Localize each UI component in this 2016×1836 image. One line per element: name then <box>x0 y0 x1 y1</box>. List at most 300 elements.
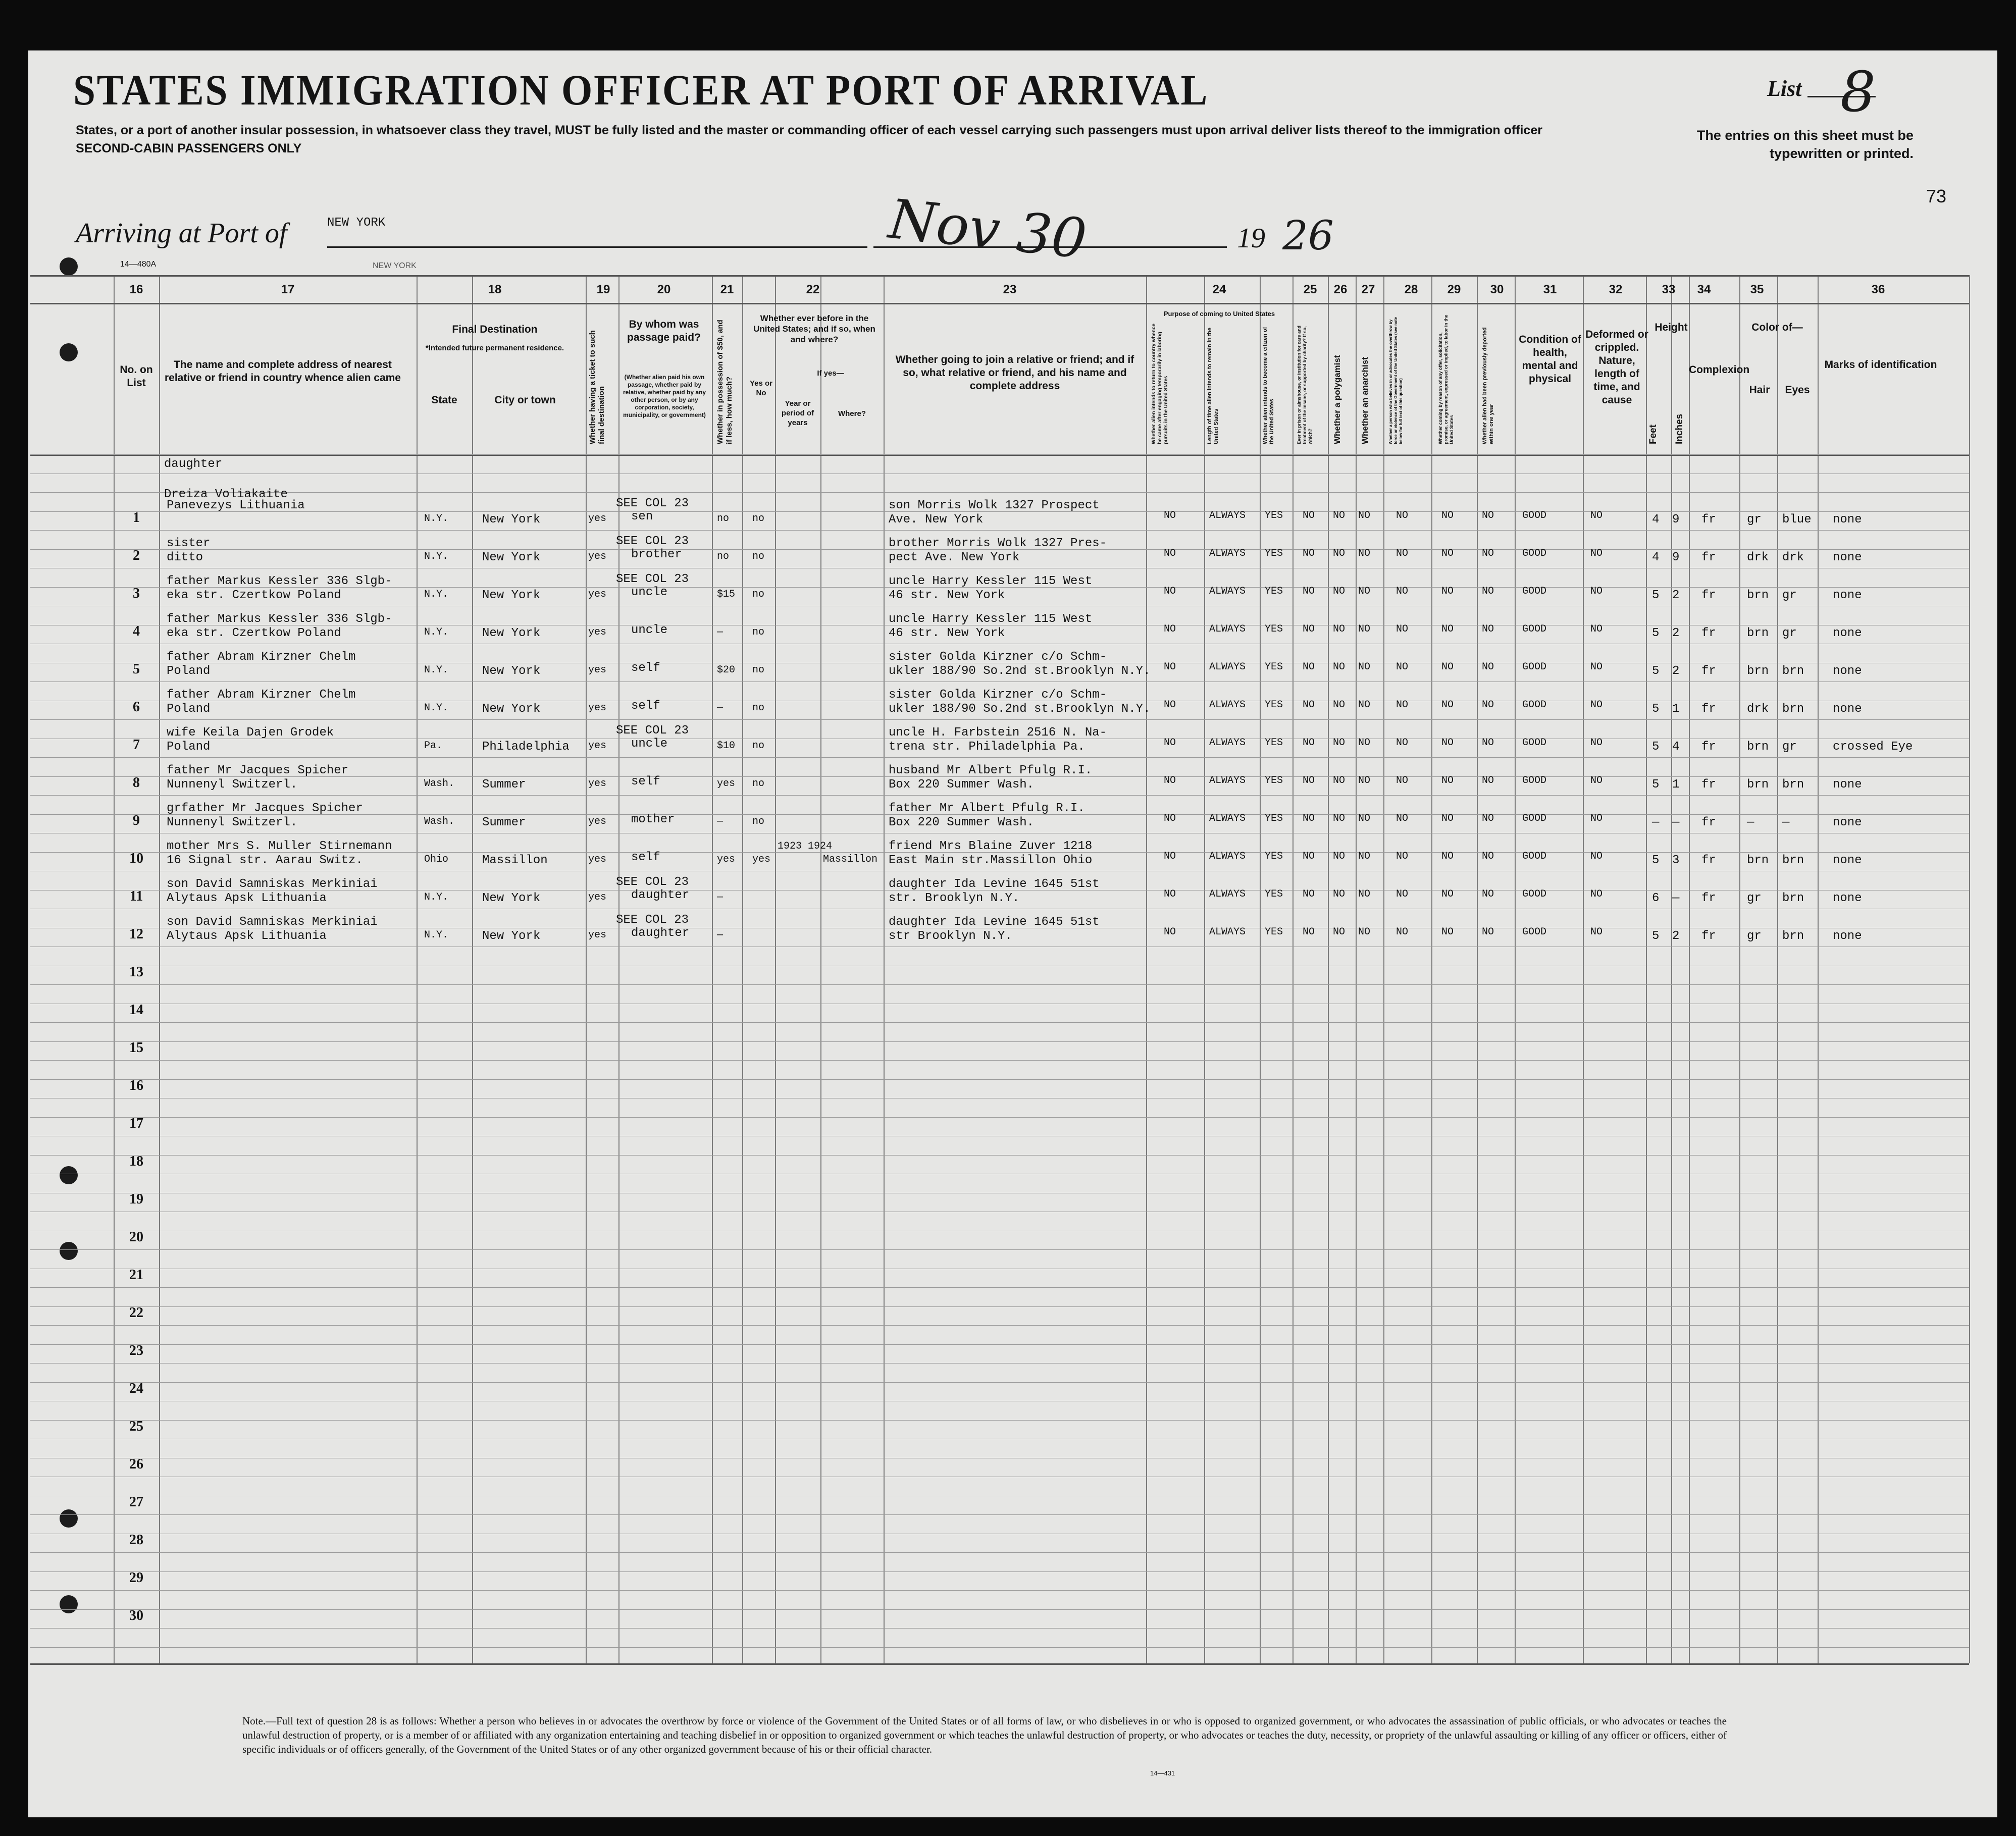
row-number: 19 <box>129 1191 143 1207</box>
cell-rel2: 16 Signal str. Aarau Switz. <box>167 854 363 867</box>
cell-deformed: NO <box>1590 661 1603 673</box>
list-label: List <box>1767 76 1802 101</box>
cell-anarch: NO <box>1358 888 1371 900</box>
entries-note: The entries on this sheet must be typewritten or printed. <box>1696 128 1914 161</box>
cell-fifty: $20 <box>717 664 736 676</box>
table-rule <box>30 275 1969 277</box>
column-divider <box>1515 275 1516 1663</box>
cell-paid: self <box>631 699 660 713</box>
cell-q29: NO <box>1441 888 1454 900</box>
row-number: 23 <box>129 1343 143 1358</box>
cell-length: ALWAYS <box>1209 813 1246 824</box>
cell-inches: 9 <box>1672 513 1680 527</box>
cell-state: N.Y. <box>424 702 449 714</box>
cell-feet: 5 <box>1652 702 1660 716</box>
row-rule <box>30 1306 1969 1307</box>
cell-citizen: YES <box>1265 737 1283 749</box>
punch-hole <box>60 1509 78 1528</box>
cell-city: Massillon <box>482 854 548 867</box>
cell-q30: NO <box>1482 699 1494 711</box>
cell-deformed: NO <box>1590 510 1603 521</box>
cell-marks: none <box>1833 816 1862 829</box>
cell-health: GOOD <box>1522 737 1547 749</box>
cell-deformed: NO <box>1590 737 1603 749</box>
cell-marks: none <box>1833 551 1862 564</box>
cell-ticket: yes <box>588 929 607 941</box>
cell-ticket: yes <box>588 664 607 676</box>
cell-prison: NO <box>1303 661 1315 673</box>
cell-paid: daughter <box>631 888 690 902</box>
cell-polyg: NO <box>1333 699 1346 711</box>
cell-marks: none <box>1833 513 1862 527</box>
cell-length: ALWAYS <box>1209 737 1246 749</box>
cell-citizen: YES <box>1265 851 1283 862</box>
row-rule <box>30 492 1969 493</box>
cell-join1: brother Morris Wolk 1327 Pres- <box>889 537 1107 550</box>
cell-health: GOOD <box>1522 851 1547 862</box>
cell-rel2: Nunnenyl Switzerl. <box>167 816 298 829</box>
header-if-yes: If yes— <box>817 369 844 378</box>
header-anarchist: Whether an anarchist <box>1360 357 1370 444</box>
cell-rel2: Nunnenyl Switzerl. <box>167 778 298 792</box>
cell-citizen: YES <box>1265 888 1283 900</box>
cell-city: Summer <box>482 816 526 829</box>
top-line-relation: daughter <box>164 457 223 471</box>
cell-q29: NO <box>1441 926 1454 938</box>
cell-anarch: NO <box>1358 548 1371 559</box>
cell-length: ALWAYS <box>1209 661 1246 673</box>
cell-purpose: NO <box>1164 510 1176 521</box>
cell-prison: NO <box>1303 699 1315 711</box>
cell-citizen: YES <box>1265 586 1283 597</box>
cell-state: Pa. <box>424 740 443 752</box>
cell-where: Massillon <box>823 854 878 865</box>
cell-city: Philadelphia <box>482 740 570 754</box>
row-rule <box>30 1325 1969 1326</box>
cell-city: New York <box>482 891 541 905</box>
column-divider <box>1293 275 1294 1663</box>
cell-fifty: yes <box>717 854 736 865</box>
cell-polyg: NO <box>1333 813 1346 824</box>
row-rule <box>30 1249 1969 1250</box>
cell-rel2: Poland <box>167 702 211 716</box>
cell-eyes: brn <box>1782 778 1804 792</box>
column-number: 28 <box>1404 283 1418 296</box>
cell-polyg: NO <box>1333 926 1346 938</box>
header-hair: Hair <box>1749 384 1770 396</box>
header-return: Whether alien intends to return to country whence he came after engaging temporarily in laboring pursuits in the United States <box>1151 324 1169 444</box>
cell-deformed: NO <box>1590 623 1603 635</box>
header-feet: Feet <box>1648 424 1659 444</box>
top-line-name: Dreiza Voliakaite <box>164 488 288 501</box>
cell-length: ALWAYS <box>1209 510 1246 521</box>
cell-citizen: YES <box>1265 548 1283 559</box>
cell-purpose: NO <box>1164 926 1176 938</box>
cell-q28: NO <box>1396 888 1409 900</box>
cell-before: no <box>752 702 765 714</box>
cell-ticket: yes <box>588 891 607 903</box>
cell-q30: NO <box>1482 623 1494 635</box>
cell-q28: NO <box>1396 586 1409 597</box>
cell-inches: — <box>1672 816 1680 829</box>
cell-q30: NO <box>1482 548 1494 559</box>
header-eyes: Eyes <box>1785 384 1810 396</box>
cell-q30: NO <box>1482 888 1494 900</box>
cell-length: ALWAYS <box>1209 699 1246 711</box>
cell-ticket: yes <box>588 589 607 600</box>
cell-eyes: brn <box>1782 891 1804 905</box>
cell-rel1: father Mr Jacques Spicher <box>167 764 349 777</box>
cell-citizen: YES <box>1265 661 1283 673</box>
row-number: 12 <box>129 926 143 942</box>
cell-eyes: brn <box>1782 929 1804 943</box>
cell-eyes: brn <box>1782 854 1804 867</box>
cell-purpose: NO <box>1164 548 1176 559</box>
cell-q29: NO <box>1441 699 1454 711</box>
cell-see: SEE COL 23 <box>616 497 689 510</box>
column-number: 22 <box>806 283 820 296</box>
cell-ticket: yes <box>588 513 607 524</box>
header-passage-paid: By whom was passage paid? <box>627 319 701 343</box>
cell-q28: NO <box>1396 510 1409 521</box>
row-rule <box>30 454 1969 455</box>
cell-before: no <box>752 626 765 638</box>
row-rule <box>30 1628 1969 1629</box>
column-number: 31 <box>1543 283 1557 296</box>
cell-anarch: NO <box>1358 623 1371 635</box>
cell-join2: ukler 188/90 So.2nd st.Brooklyn N.Y. <box>889 702 1151 716</box>
cell-q30: NO <box>1482 586 1494 597</box>
cell-prison: NO <box>1303 813 1315 824</box>
row-number: 17 <box>129 1116 143 1131</box>
cell-rel2: ditto <box>167 551 203 564</box>
cell-marks: none <box>1833 702 1862 716</box>
form-number: 14—480A <box>120 260 157 269</box>
cell-city: New York <box>482 929 541 943</box>
column-number: 34 <box>1697 283 1711 296</box>
row-number: 3 <box>133 586 140 601</box>
cell-complexion: fr <box>1701 626 1716 640</box>
cell-feet: 5 <box>1652 778 1660 792</box>
column-divider <box>1146 275 1147 1663</box>
row-rule <box>30 1382 1969 1383</box>
column-divider <box>1260 275 1261 1663</box>
cell-health: GOOD <box>1522 699 1547 711</box>
cell-fifty: yes <box>717 778 736 790</box>
header-no-on-list: No. on List <box>120 364 153 389</box>
punch-hole <box>60 1166 78 1184</box>
cell-hair: brn <box>1747 589 1769 602</box>
cell-q30: NO <box>1482 510 1494 521</box>
cell-complexion: fr <box>1701 891 1716 905</box>
row-number: 18 <box>129 1153 143 1169</box>
cell-join2: trena str. Philadelphia Pa. <box>889 740 1085 754</box>
cell-polyg: NO <box>1333 888 1346 900</box>
cell-join1: husband Mr Albert Pfulg R.I. <box>889 764 1093 777</box>
port-value: NEW YORK <box>327 216 386 230</box>
cell-join1: uncle Harry Kessler 115 West <box>889 574 1093 588</box>
cell-paid: self <box>631 661 660 675</box>
cell-q28: NO <box>1396 775 1409 786</box>
cell-ticket: yes <box>588 702 607 714</box>
cell-prison: NO <box>1303 888 1315 900</box>
cell-feet: 4 <box>1652 551 1660 564</box>
cell-q29: NO <box>1441 661 1454 673</box>
table-rule <box>30 1663 1969 1665</box>
cell-inches: 1 <box>1672 778 1680 792</box>
cell-purpose: NO <box>1164 851 1176 862</box>
cell-prison: NO <box>1303 510 1315 521</box>
cell-fifty: — <box>717 702 723 714</box>
cell-join1: son Morris Wolk 1327 Prospect <box>889 499 1100 512</box>
column-divider <box>884 275 885 1663</box>
cell-deformed: NO <box>1590 699 1603 711</box>
cell-deformed: NO <box>1590 586 1603 597</box>
cell-rel1: father Abram Kirzner Chelm <box>167 650 356 664</box>
cell-citizen: YES <box>1265 623 1283 635</box>
column-divider <box>1689 275 1690 1663</box>
column-divider <box>1431 275 1432 1663</box>
row-number: 21 <box>129 1267 143 1283</box>
year-suffix-handwritten: 26 <box>1282 212 1334 259</box>
cell-hair: drk <box>1747 702 1769 716</box>
arrival-date-handwritten: Nov 30 <box>886 187 1090 272</box>
header-length: Length of time alien intends to remain in the United States <box>1207 327 1219 444</box>
cell-state: Ohio <box>424 854 449 865</box>
row-number: 24 <box>129 1381 143 1396</box>
header-col17: The name and complete address of nearest relative or friend in country whence alien came <box>165 359 401 384</box>
cell-ticket: yes <box>588 740 607 752</box>
cell-complexion: fr <box>1701 854 1716 867</box>
column-divider <box>1328 275 1329 1663</box>
cell-eyes: gr <box>1782 740 1797 754</box>
cell-fifty: $15 <box>717 589 736 600</box>
column-number: 29 <box>1447 283 1461 296</box>
cell-fifty: $10 <box>717 740 736 752</box>
cell-hair: brn <box>1747 626 1769 640</box>
cell-before: no <box>752 778 765 790</box>
cell-rel1: father Abram Kirzner Chelm <box>167 688 356 702</box>
cell-join2: ukler 188/90 So.2nd st.Brooklyn N.Y. <box>889 664 1151 678</box>
row-number: 16 <box>129 1078 143 1093</box>
row-rule <box>30 1287 1969 1288</box>
cell-hair: brn <box>1747 664 1769 678</box>
cell-q29: NO <box>1441 548 1454 559</box>
column-divider <box>820 275 821 1663</box>
cell-polyg: NO <box>1333 510 1346 521</box>
cell-rel2: eka str. Czertkow Poland <box>167 626 341 640</box>
row-rule <box>30 795 1969 796</box>
row-number: 15 <box>129 1040 143 1056</box>
cell-polyg: NO <box>1333 661 1346 673</box>
row-number: 2 <box>133 548 140 563</box>
row-rule <box>30 1590 1969 1591</box>
cell-q29: NO <box>1441 586 1454 597</box>
cell-marks: none <box>1833 664 1862 678</box>
cell-q28: NO <box>1396 699 1409 711</box>
cell-see: SEE COL 23 <box>616 875 689 889</box>
cell-complexion: fr <box>1701 702 1716 716</box>
cell-purpose: NO <box>1164 623 1176 635</box>
cell-ticket: yes <box>588 816 607 827</box>
cell-see: SEE COL 23 <box>616 572 689 586</box>
cell-length: ALWAYS <box>1209 926 1246 938</box>
cell-anarch: NO <box>1358 775 1371 786</box>
cell-state: Wash. <box>424 778 455 790</box>
cell-paid: brother <box>631 548 682 561</box>
cell-anarch: NO <box>1358 661 1371 673</box>
cell-deformed: NO <box>1590 851 1603 862</box>
cell-state: N.Y. <box>424 551 449 562</box>
row-number: 4 <box>133 623 140 639</box>
cell-deformed: NO <box>1590 888 1603 900</box>
cell-eyes: brn <box>1782 702 1804 716</box>
cell-state: N.Y. <box>424 891 449 903</box>
cell-q30: NO <box>1482 851 1494 862</box>
header-prison: Ever in prison or almshouse, or institution for care and treatment of the insane, or supported by charity? If so, which? <box>1297 325 1313 444</box>
cell-fifty: — <box>717 626 723 638</box>
cell-length: ALWAYS <box>1209 548 1246 559</box>
cell-deformed: NO <box>1590 775 1603 786</box>
cell-feet: 5 <box>1652 929 1660 943</box>
cell-inches: 1 <box>1672 702 1680 716</box>
punch-hole <box>60 1242 78 1260</box>
header-q28: Whether a person who believes in or advocates the overthrow by force or violence of the Government of the United States (see note below for full text of this question) <box>1388 317 1403 444</box>
cell-citizen: YES <box>1265 926 1283 938</box>
column-number: 36 <box>1871 283 1885 296</box>
cell-rel2: Alytaus Apsk Lithuania <box>167 929 327 943</box>
cell-rel1: father Markus Kessler 336 Slgb- <box>167 612 392 626</box>
cell-rel1: Panevezys Lithuania <box>167 499 305 512</box>
cell-hair: gr <box>1747 513 1762 527</box>
row-number: 27 <box>129 1494 143 1510</box>
cell-join2: Ave. New York <box>889 513 984 527</box>
column-divider <box>1204 275 1205 1663</box>
cell-join1: daughter Ida Levine 1645 51st <box>889 877 1100 891</box>
cell-feet: 6 <box>1652 891 1660 905</box>
row-number: 14 <box>129 1002 143 1018</box>
cell-length: ALWAYS <box>1209 775 1246 786</box>
cell-city: New York <box>482 702 541 716</box>
cell-city: Summer <box>482 778 526 792</box>
cell-rel1: son David Samniskas Merkiniai <box>167 877 378 891</box>
column-number: 24 <box>1212 283 1226 296</box>
cell-join2: 46 str. New York <box>889 626 1005 640</box>
cell-hair: drk <box>1747 551 1769 564</box>
cell-hair: gr <box>1747 891 1762 905</box>
cell-fifty: no <box>717 551 730 562</box>
column-number: 32 <box>1609 283 1623 296</box>
cell-q28: NO <box>1396 926 1409 938</box>
cell-paid: mother <box>631 813 675 826</box>
header-fifty-dollars: Whether in possession of $50, and if less, how much? <box>716 320 734 444</box>
cell-complexion: fr <box>1701 929 1716 943</box>
footnote-question-28: Note.—Full text of question 28 is as follows: Whether a person who believes in or advocates the overthrow by force or violence of the Government of the United States or of all forms of law, or who disbelieves in or who is opposed to organized government, or who advocates the assassination of public officials, or who advocates or teaches the unlawful destruction of property, or is a member of or affiliated with any organization entertaining and teaching disbelief in or opposition to organized government or which teaches the unlawful destruction of property, or who advocates or teaches the duty, necessity, or propriety of the unlawful assaulting or killing of any officer or officers, either of specific individuals or of officers generally, of the Government of the United States or of any other organized government because of his or their official character. <box>242 1715 1727 1755</box>
column-divider <box>1671 275 1672 1663</box>
list-number: 8 <box>1840 60 1876 124</box>
cell-paid: self <box>631 851 660 864</box>
cell-state: N.Y. <box>424 513 449 524</box>
cell-join1: father Mr Albert Pfulg R.I. <box>889 802 1085 815</box>
column-divider <box>472 275 473 1663</box>
header-inches: Inches <box>1674 413 1685 444</box>
cell-state: N.Y. <box>424 929 449 941</box>
cell-city: New York <box>482 589 541 602</box>
header-final-destination: Final Destination <box>452 324 538 335</box>
cell-purpose: NO <box>1164 661 1176 673</box>
header-polygamist: Whether a polygamist <box>1332 355 1342 444</box>
cell-rel2: Poland <box>167 740 211 754</box>
cell-fifty: no <box>717 513 730 524</box>
row-rule <box>30 984 1969 985</box>
header-complexion: Complexion <box>1689 364 1750 376</box>
cell-q30: NO <box>1482 926 1494 938</box>
header-passage-paid-note: (Whether alien paid his own passage, whether paid by relative, whether paid by any other person, or by any corporation, society, municipality, or government) <box>623 374 706 418</box>
row-number: 10 <box>129 851 143 866</box>
cell-q28: NO <box>1396 623 1409 635</box>
cell-q30: NO <box>1482 661 1494 673</box>
cell-polyg: NO <box>1333 737 1346 749</box>
cell-paid: sen <box>631 510 653 523</box>
cell-see: SEE COL 23 <box>616 724 689 738</box>
cell-prison: NO <box>1303 623 1315 635</box>
cell-length: ALWAYS <box>1209 888 1246 900</box>
cell-anarch: NO <box>1358 699 1371 711</box>
cell-q29: NO <box>1441 737 1454 749</box>
cell-join1: sister Golda Kirzner c/o Schm- <box>889 688 1107 702</box>
cell-q28: NO <box>1396 661 1409 673</box>
cell-inches: 9 <box>1672 551 1680 564</box>
cell-length: ALWAYS <box>1209 851 1246 862</box>
cell-citizen: YES <box>1265 510 1283 521</box>
row-number: 11 <box>129 888 143 904</box>
cell-purpose: NO <box>1164 775 1176 786</box>
cell-inches: 2 <box>1672 626 1680 640</box>
column-number: 26 <box>1333 283 1348 296</box>
cell-marks: none <box>1833 929 1862 943</box>
row-number: 9 <box>133 813 140 828</box>
cell-hair: brn <box>1747 740 1769 754</box>
column-number: 21 <box>720 283 734 296</box>
cell-q28: NO <box>1396 737 1409 749</box>
column-number: 35 <box>1750 283 1764 296</box>
column-divider <box>1969 275 1970 1663</box>
cell-purpose: NO <box>1164 586 1176 597</box>
cell-paid: self <box>631 775 660 789</box>
column-number: 18 <box>488 283 502 296</box>
cell-hair: gr <box>1747 929 1762 943</box>
row-number: 5 <box>133 661 140 677</box>
punch-hole <box>60 257 78 276</box>
cell-feet: 5 <box>1652 740 1660 754</box>
cell-rel2: eka str. Czertkow Poland <box>167 589 341 602</box>
cell-purpose: NO <box>1164 813 1176 824</box>
port-stamp: NEW YORK <box>373 261 417 270</box>
table-rule <box>30 303 1969 304</box>
cell-eyes: drk <box>1782 551 1804 564</box>
cell-feet: 5 <box>1652 664 1660 678</box>
cell-polyg: NO <box>1333 548 1346 559</box>
cell-ticket: yes <box>588 778 607 790</box>
cell-complexion: fr <box>1701 778 1716 792</box>
cell-join2: str Brooklyn N.Y. <box>889 929 1012 943</box>
column-divider <box>1739 275 1740 1663</box>
cell-complexion: fr <box>1701 664 1716 678</box>
cell-anarch: NO <box>1358 926 1371 938</box>
cell-q29: NO <box>1441 510 1454 521</box>
cell-before: no <box>752 513 765 524</box>
column-divider <box>1646 275 1647 1663</box>
